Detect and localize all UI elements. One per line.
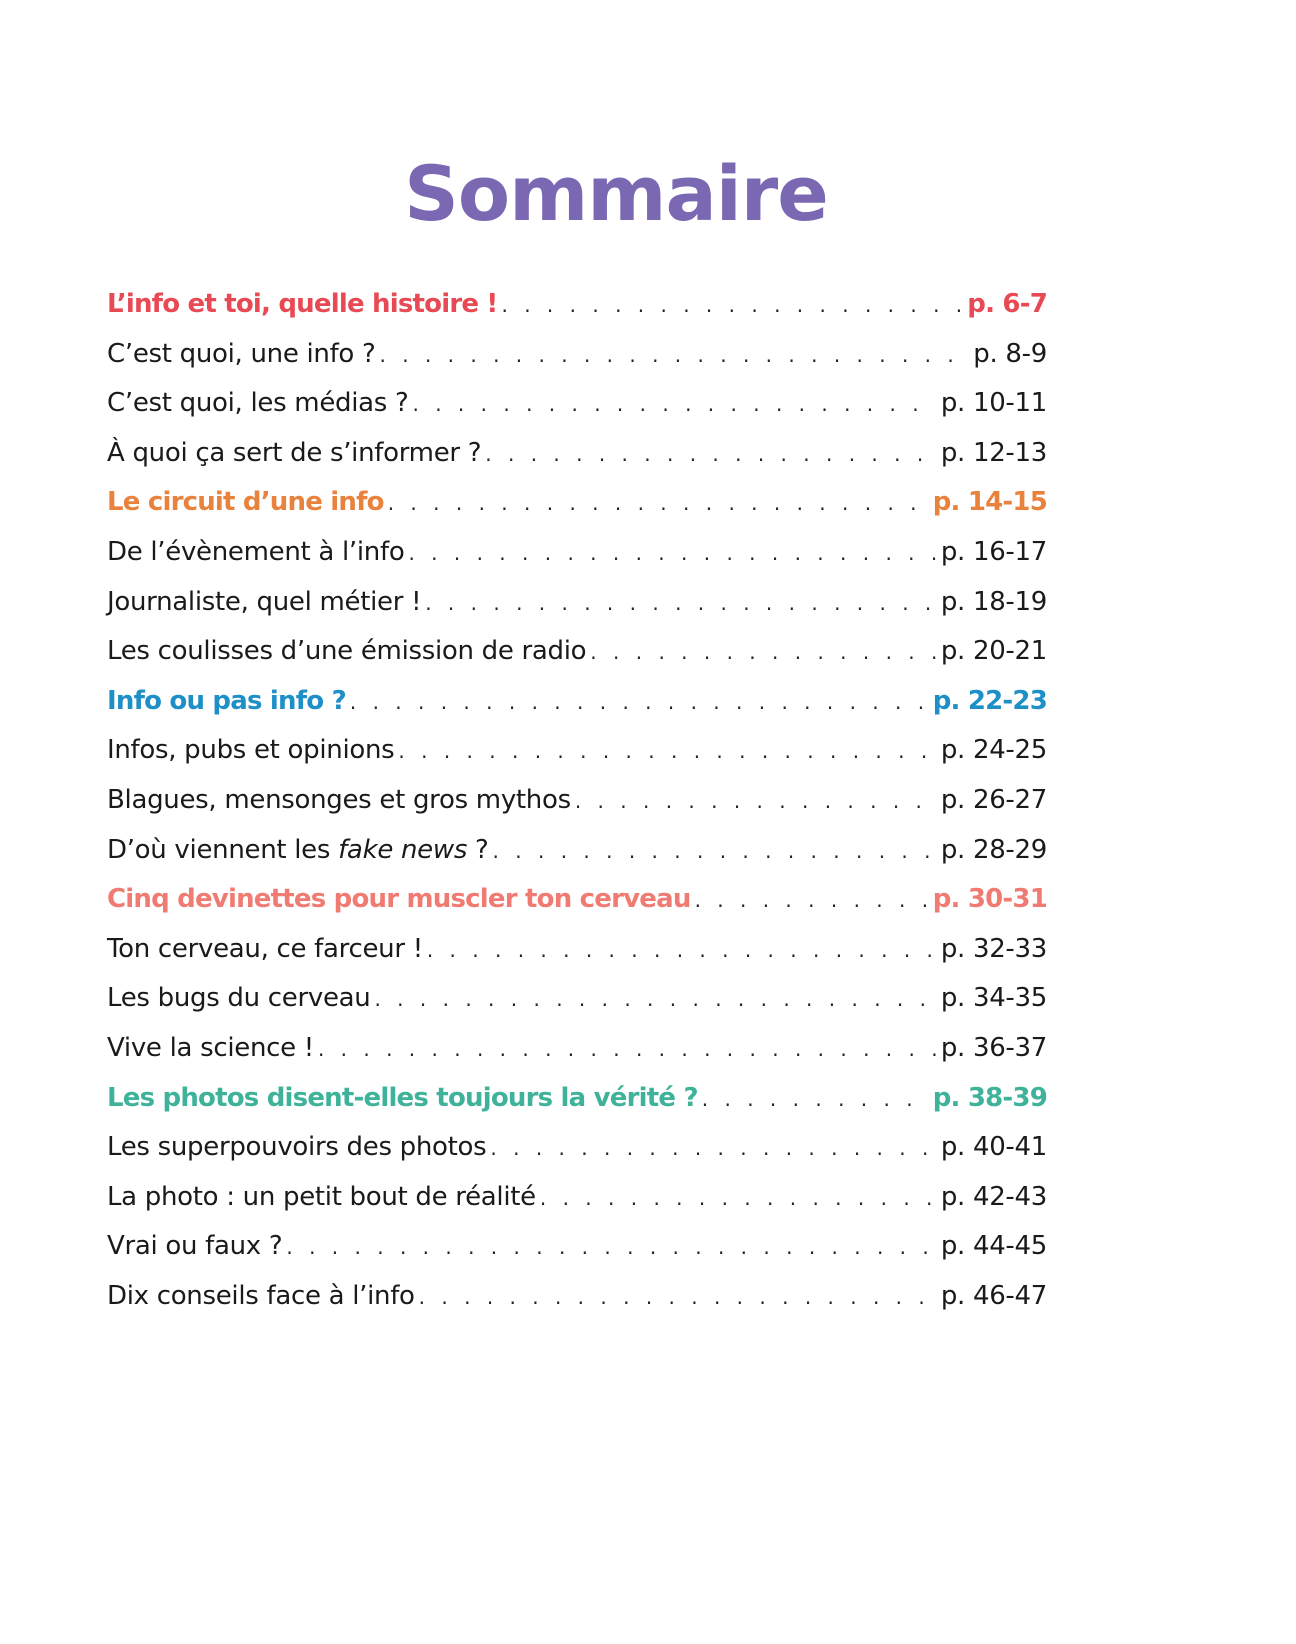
toc-page-number: p. 18-19 (940, 586, 1047, 617)
toc-entry[interactable] (107, 776, 1047, 826)
toc-label: C’est quoi, une info ? (107, 338, 376, 369)
dot-leader (575, 777, 937, 827)
dot-leader (425, 579, 937, 629)
toc-page-number: p. 40-41 (940, 1132, 1047, 1163)
dot-leader (490, 1124, 936, 1174)
toc-page-number: p. 22-23 (932, 685, 1047, 716)
toc-page-number: p. 28-29 (940, 834, 1047, 865)
toc-page-number: p. 20-21 (940, 636, 1047, 667)
toc-label: Vrai ou faux ? (107, 1231, 283, 1262)
toc-label-italic: fake news (338, 834, 468, 865)
dot-leader (502, 281, 964, 331)
toc-entry[interactable] (107, 627, 1047, 677)
toc-entry[interactable] (107, 578, 1047, 628)
dot-leader (413, 380, 937, 430)
toc-label: Journaliste, quel métier ! (107, 586, 422, 617)
toc-label: Infos, pubs et opinions (107, 735, 395, 766)
toc-label: Blagues, mensonges et gros mythos (107, 784, 571, 815)
toc-page-number: p. 42-43 (940, 1181, 1047, 1212)
toc-page-number: p. 10-11 (940, 388, 1047, 419)
dot-leader (318, 1025, 937, 1075)
dot-leader (286, 1223, 936, 1273)
dot-leader (485, 430, 937, 480)
toc-label: De l’évènement à l’info (107, 536, 405, 567)
toc-section[interactable] (107, 875, 1047, 925)
toc-page-number: p. 6-7 (967, 289, 1047, 319)
toc-entry[interactable] (107, 726, 1047, 776)
toc-label: Cinq devinettes pour muscler ton cerveau (107, 884, 691, 915)
toc-page-number: p. 14-15 (932, 487, 1047, 518)
toc-entry[interactable] (107, 330, 1047, 380)
toc-label: Le circuit d’une info (107, 487, 384, 518)
toc-entry[interactable] (107, 1222, 1047, 1272)
toc-label: L’info et toi, quelle histoire ! (107, 289, 498, 319)
toc-label: C’est quoi, les médias ? (107, 388, 409, 419)
dot-leader (374, 975, 936, 1025)
toc-section[interactable] (107, 677, 1047, 727)
toc-label: Vive la science ! (107, 1032, 314, 1063)
toc-entry[interactable] (107, 974, 1047, 1024)
dot-leader (493, 827, 937, 877)
toc-label: Les coulisses d’une émission de radio (107, 636, 587, 667)
toc-section[interactable] (107, 280, 1047, 330)
toc-label: Dix conseils face à l’info (107, 1280, 415, 1311)
toc-page-number: p. 26-27 (940, 784, 1047, 815)
toc-page-number: p. 12-13 (940, 437, 1047, 468)
toc-label: Ton cerveau, ce farceur ! (107, 933, 423, 964)
toc-page-number: p. 8-9 (973, 338, 1047, 369)
dot-leader (419, 1273, 937, 1323)
toc-label: Info ou pas info ? (107, 685, 346, 716)
toc-label: Les superpouvoirs des photos (107, 1132, 487, 1163)
toc-label: Les bugs du cerveau (107, 983, 371, 1014)
toc-page-number: p. 32-33 (940, 933, 1047, 964)
toc-page-number: p. 24-25 (940, 735, 1047, 766)
dot-leader (590, 628, 937, 678)
table-of-contents (107, 280, 1047, 1321)
toc-entry[interactable] (107, 1123, 1047, 1173)
toc-entry[interactable] (107, 1024, 1047, 1074)
toc-page-number: p. 46-47 (940, 1280, 1047, 1311)
dot-leader (540, 1174, 937, 1224)
dot-leader (398, 727, 936, 777)
dot-leader (350, 678, 929, 728)
toc-entry[interactable] (107, 1173, 1047, 1223)
dot-leader (702, 1075, 929, 1125)
toc-entry[interactable] (107, 429, 1047, 479)
toc-section[interactable] (107, 1074, 1047, 1124)
toc-entry[interactable] (107, 528, 1047, 578)
toc-label: À quoi ça sert de s’informer ? (107, 437, 482, 468)
toc-page-number: p. 38-39 (932, 1082, 1047, 1113)
dot-leader (695, 876, 929, 926)
toc-entry[interactable] (107, 379, 1047, 429)
toc-label: La photo : un petit bout de réalité (107, 1181, 536, 1212)
toc-section[interactable] (107, 478, 1047, 528)
toc-page-number: p. 34-35 (940, 983, 1047, 1014)
page-title: Sommaire (404, 148, 828, 238)
dot-leader (388, 479, 929, 529)
toc-label (107, 826, 489, 876)
toc-page-number: p. 36-37 (940, 1032, 1047, 1063)
toc-page-number: p. 16-17 (940, 536, 1047, 567)
dot-leader (380, 331, 970, 381)
toc-page-number: p. 30-31 (932, 884, 1047, 915)
toc-label-prefix: D’où viennent les (107, 834, 339, 865)
dot-leader (408, 529, 936, 579)
toc-label-suffix: ? (467, 834, 489, 865)
toc-entry[interactable] (107, 826, 1047, 876)
toc-entry[interactable] (107, 1272, 1047, 1322)
toc-entry[interactable] (107, 925, 1047, 975)
dot-leader (427, 926, 937, 976)
toc-page-number: p. 44-45 (940, 1231, 1047, 1262)
toc-label: Les photos disent-elles toujours la vérité ? (107, 1082, 698, 1113)
